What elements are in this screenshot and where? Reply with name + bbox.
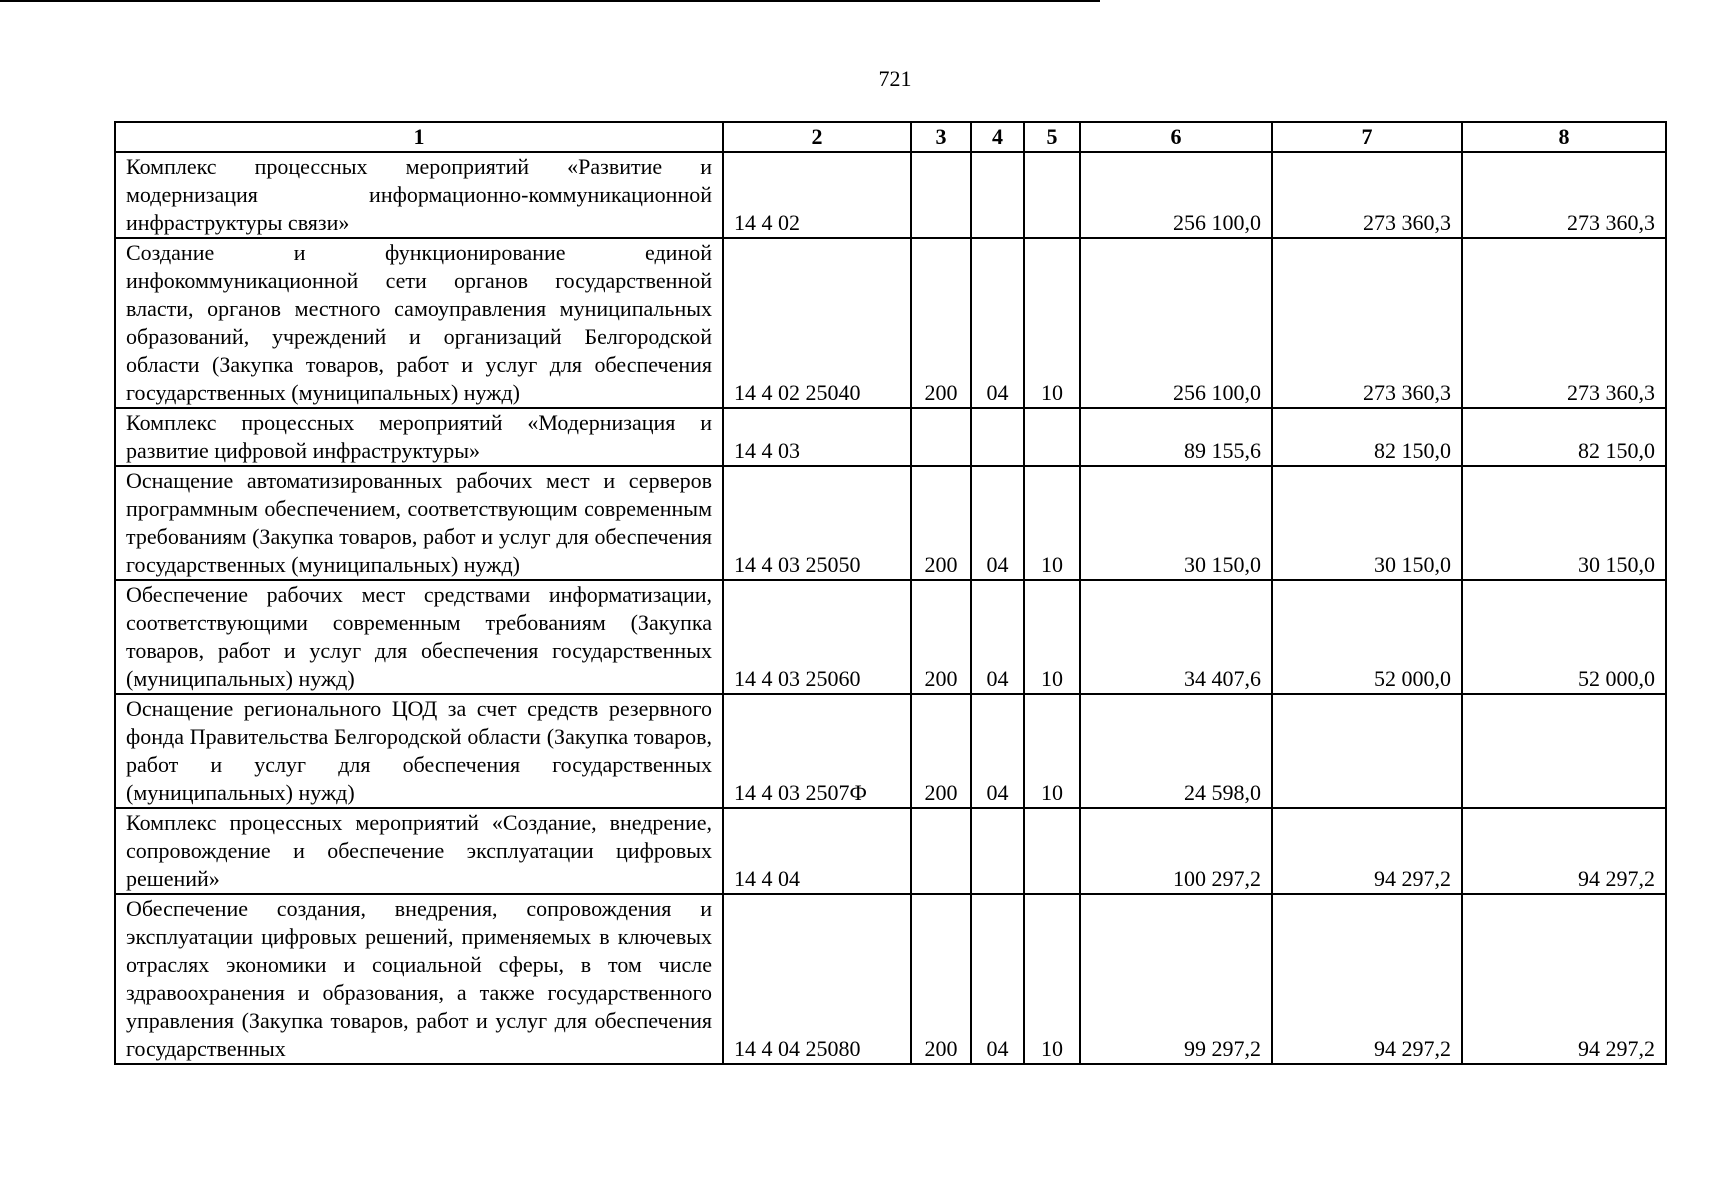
column-header: 1 bbox=[115, 122, 723, 152]
row-value-7: 273 360,3 bbox=[1272, 238, 1462, 408]
table-row bbox=[115, 152, 1666, 238]
row-value-8: 30 150,0 bbox=[1462, 466, 1666, 580]
row-col5: 10 bbox=[1024, 694, 1080, 808]
row-value-6: 89 155,6 bbox=[1080, 408, 1272, 466]
table-row bbox=[115, 466, 1666, 580]
row-col5: 10 bbox=[1024, 580, 1080, 694]
row-name: Оснащение регионального ЦОД за счет средств резервного фонда Правительства Белгородской области (Закупка товаров, работ и услуг для обеспечения государственных (муниципальных) нужд) bbox=[115, 694, 723, 808]
row-value-8: 273 360,3 bbox=[1462, 152, 1666, 238]
row-col5: 10 bbox=[1024, 894, 1080, 1064]
table-row bbox=[115, 408, 1666, 466]
row-col4 bbox=[971, 152, 1024, 238]
row-col5 bbox=[1024, 408, 1080, 466]
column-header: 2 bbox=[723, 122, 911, 152]
row-col5 bbox=[1024, 808, 1080, 894]
table-row bbox=[115, 808, 1666, 894]
row-name: Комплекс процессных мероприятий «Модернизация и развитие цифровой инфраструктуры» bbox=[115, 408, 723, 466]
row-value-6: 256 100,0 bbox=[1080, 152, 1272, 238]
row-col3 bbox=[911, 808, 971, 894]
row-col3: 200 bbox=[911, 580, 971, 694]
row-value-6: 24 598,0 bbox=[1080, 694, 1272, 808]
row-value-7: 94 297,2 bbox=[1272, 808, 1462, 894]
row-value-7 bbox=[1272, 694, 1462, 808]
row-value-7: 94 297,2 bbox=[1272, 894, 1462, 1064]
row-col4: 04 bbox=[971, 694, 1024, 808]
budget-table bbox=[114, 121, 1667, 1065]
row-value-6: 30 150,0 bbox=[1080, 466, 1272, 580]
row-value-7: 52 000,0 bbox=[1272, 580, 1462, 694]
row-value-8 bbox=[1462, 694, 1666, 808]
row-code: 14 4 03 25060 bbox=[723, 580, 911, 694]
table-row bbox=[115, 580, 1666, 694]
column-header: 6 bbox=[1080, 122, 1272, 152]
row-value-6: 100 297,2 bbox=[1080, 808, 1272, 894]
page-number: 721 bbox=[878, 66, 912, 91]
row-col5: 10 bbox=[1024, 466, 1080, 580]
table-body bbox=[115, 122, 1666, 1064]
row-name: Создание и функционирование единой инфокоммуникационной сети органов государственной власти, органов местного самоуправления муниципальных образований, учреждений и организаций Белгородской области (Закупка товаров, работ и услуг для обеспечения государственных (муниципальных) нужд) bbox=[115, 238, 723, 408]
row-code: 14 4 03 bbox=[723, 408, 911, 466]
row-name: Оснащение автоматизированных рабочих мест и серверов программным обеспечением, соответствующим современным требованиям (Закупка товаров, работ и услуг для обеспечения государственных (муниципальных) нужд) bbox=[115, 466, 723, 580]
row-col3: 200 bbox=[911, 238, 971, 408]
row-value-7: 30 150,0 bbox=[1272, 466, 1462, 580]
row-name: Комплекс процессных мероприятий «Развитие и модернизация информационно-коммуникационной инфраструктуры связи» bbox=[115, 152, 723, 238]
row-value-8: 82 150,0 bbox=[1462, 408, 1666, 466]
row-col4: 04 bbox=[971, 238, 1024, 408]
row-name: Обеспечение создания, внедрения, сопровождения и эксплуатации цифровых решений, применяемых в ключевых отраслях экономики и социальной сферы, в том числе здравоохранения и образования, а также государственного управления (Закупка товаров, работ и услуг для обеспечения государственных bbox=[115, 894, 723, 1064]
row-col3: 200 bbox=[911, 694, 971, 808]
row-code: 14 4 03 25050 bbox=[723, 466, 911, 580]
header-row bbox=[115, 122, 1666, 152]
row-value-8: 94 297,2 bbox=[1462, 808, 1666, 894]
row-col4 bbox=[971, 808, 1024, 894]
row-value-6: 34 407,6 bbox=[1080, 580, 1272, 694]
row-col4: 04 bbox=[971, 580, 1024, 694]
column-header: 3 bbox=[911, 122, 971, 152]
row-value-7: 273 360,3 bbox=[1272, 152, 1462, 238]
row-value-7: 82 150,0 bbox=[1272, 408, 1462, 466]
row-code: 14 4 04 bbox=[723, 808, 911, 894]
row-value-6: 256 100,0 bbox=[1080, 238, 1272, 408]
row-col5: 10 bbox=[1024, 238, 1080, 408]
row-col3 bbox=[911, 152, 971, 238]
table-row bbox=[115, 238, 1666, 408]
row-value-8: 273 360,3 bbox=[1462, 238, 1666, 408]
column-header: 8 bbox=[1462, 122, 1666, 152]
row-col5 bbox=[1024, 152, 1080, 238]
row-col4 bbox=[971, 408, 1024, 466]
row-name: Комплекс процессных мероприятий «Создание, внедрение, сопровождение и обеспечение эксплуатации цифровых решений» bbox=[115, 808, 723, 894]
row-value-6: 99 297,2 bbox=[1080, 894, 1272, 1064]
table-row bbox=[115, 894, 1666, 1064]
row-code: 14 4 04 25080 bbox=[723, 894, 911, 1064]
row-col3: 200 bbox=[911, 894, 971, 1064]
column-header: 5 bbox=[1024, 122, 1080, 152]
row-col3 bbox=[911, 408, 971, 466]
table-row bbox=[115, 694, 1666, 808]
row-value-8: 52 000,0 bbox=[1462, 580, 1666, 694]
row-col4: 04 bbox=[971, 894, 1024, 1064]
row-col4: 04 bbox=[971, 466, 1024, 580]
row-value-8: 94 297,2 bbox=[1462, 894, 1666, 1064]
row-code: 14 4 02 25040 bbox=[723, 238, 911, 408]
row-code: 14 4 03 2507Ф bbox=[723, 694, 911, 808]
row-name: Обеспечение рабочих мест средствами информатизации, соответствующими современным требованиям (Закупка товаров, работ и услуг для обеспечения государственных (муниципальных) нужд) bbox=[115, 580, 723, 694]
row-code: 14 4 02 bbox=[723, 152, 911, 238]
column-header: 4 bbox=[971, 122, 1024, 152]
top-rule bbox=[0, 0, 1100, 2]
column-header: 7 bbox=[1272, 122, 1462, 152]
row-col3: 200 bbox=[911, 466, 971, 580]
